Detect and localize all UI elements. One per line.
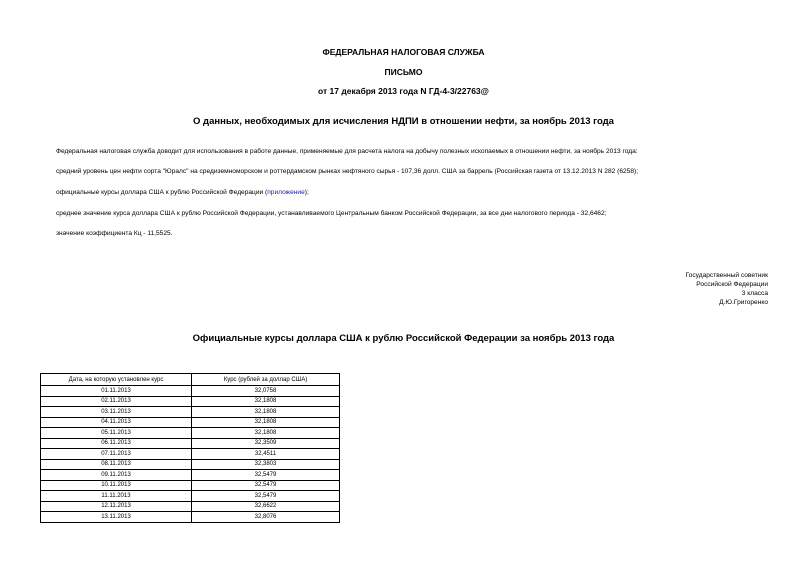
date-cell: 10.11.2013 [41, 480, 192, 491]
date-cell: 06.11.2013 [41, 438, 192, 449]
table-row [41, 386, 340, 397]
table-row [41, 428, 340, 439]
signature-line: Российской Федерации [696, 281, 768, 288]
table-row [41, 417, 340, 428]
appendix-link[interactable]: приложение [267, 189, 305, 196]
table-row [41, 459, 340, 470]
rates-reference-suffix: ); [304, 189, 309, 196]
date-cell: 04.11.2013 [41, 417, 192, 428]
table-row [41, 407, 340, 418]
date-cell: 13.11.2013 [41, 512, 192, 523]
table-row [41, 501, 340, 512]
signatory-name: Д.Ю.Григоренко [719, 299, 768, 306]
table-header-row [41, 374, 340, 386]
date-cell: 12.11.2013 [41, 501, 192, 512]
rate-cell: 32,5479 [192, 491, 340, 502]
rate-cell: 32,8076 [192, 512, 340, 523]
date-cell: 11.11.2013 [41, 491, 192, 502]
signature-block [686, 271, 768, 307]
table-row [41, 438, 340, 449]
column-header-date: Дата, на которую установлен курс [41, 374, 192, 386]
appendix-title: Официальные курсы доллара США к рублю Российской Федерации за ноябрь 2013 года [192, 333, 615, 344]
rate-cell: 32,3509 [192, 438, 340, 449]
table-row [41, 470, 340, 481]
rate-cell: 32,3803 [192, 459, 340, 470]
date-cell: 07.11.2013 [41, 449, 192, 460]
table-row [41, 396, 340, 407]
rate-cell: 32,1808 [192, 417, 340, 428]
table-row [41, 491, 340, 502]
rate-cell: 32,6622 [192, 501, 340, 512]
date-cell: 05.11.2013 [41, 428, 192, 439]
date-cell: 02.11.2013 [41, 396, 192, 407]
date-cell: 03.11.2013 [41, 407, 192, 418]
document-date-number: от 17 декабря 2013 года N ГД-4-3/22763@ [318, 86, 489, 96]
document-type: ПИСЬМО [384, 67, 423, 77]
rate-cell: 32,4511 [192, 449, 340, 460]
urals-price-paragraph: средний уровень цен нефти сорта "Юралс" на средиземноморском и роттердамском рынках нефтяного сырья - 107,36 долл. США за баррель (Российская газета от 13.12.2013 N 282 (6258); [56, 168, 639, 175]
rate-cell: 32,0758 [192, 386, 340, 397]
exchange-rates-table [40, 373, 340, 523]
rate-cell: 32,1808 [192, 396, 340, 407]
rates-reference-prefix: официальные курсы доллара США к рублю Российской Федерации ( [56, 189, 268, 196]
column-header-rate: Курс (рублей за доллар США) [192, 374, 340, 386]
rate-cell: 32,5479 [192, 470, 340, 481]
date-cell: 01.11.2013 [41, 386, 192, 397]
table-row [41, 449, 340, 460]
table-row [41, 480, 340, 491]
agency-title: ФЕДЕРАЛЬНАЯ НАЛОГОВАЯ СЛУЖБА [322, 47, 485, 57]
rates-reference-paragraph [56, 189, 309, 196]
rate-cell: 32,1808 [192, 407, 340, 418]
table-row [41, 512, 340, 523]
document-subject: О данных, необходимых для исчисления НДПИ в отношении нефти, за ноябрь 2013 года [193, 116, 614, 127]
intro-paragraph: Федеральная налоговая служба доводит для использования в работе данные, применяемые для расчета налога на добычу полезных ископаемых в отношении нефти, за ноябрь 2013 года: [56, 148, 638, 155]
date-cell: 08.11.2013 [41, 459, 192, 470]
date-cell: 09.11.2013 [41, 470, 192, 481]
signature-line: 3 класса [741, 290, 768, 297]
rate-cell: 32,5479 [192, 480, 340, 491]
coefficient-paragraph: значение коэффициента Кц - 11,5525. [56, 230, 173, 237]
rate-cell: 32,1808 [192, 428, 340, 439]
signature-line: Государственный советник [685, 272, 768, 279]
average-rate-paragraph: среднее значение курса доллара США к рублю Российской Федерации, устанавливаемого Центральным банком Российской Федерации, за все дни налогового периода - 32,6462; [56, 210, 607, 217]
